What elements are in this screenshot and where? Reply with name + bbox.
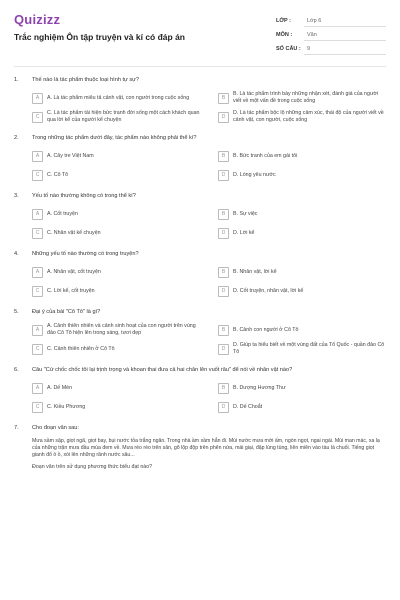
meta-value: Văn <box>304 30 386 41</box>
answer-option[interactable] <box>218 206 386 222</box>
meta-row-subject <box>276 28 386 42</box>
option-text: D. Dế Choắt <box>233 403 263 410</box>
option-letter: A <box>32 93 43 104</box>
question-text: Thế nào là tác phẩm thuộc loại hình tự sự? <box>32 77 139 83</box>
answer-option[interactable] <box>32 206 200 222</box>
option-letter: A <box>32 383 43 394</box>
meta-value: 9 <box>304 44 386 55</box>
answer-option[interactable] <box>32 225 200 241</box>
option-text: A. Cốt truyện <box>47 210 78 217</box>
question-header <box>14 366 386 374</box>
option-letter: D <box>218 286 229 297</box>
option-letter: D <box>218 112 229 123</box>
option-text: C. Kiều Phương <box>47 403 86 410</box>
meta-box <box>276 14 386 56</box>
meta-row-count <box>276 42 386 56</box>
answer-option[interactable] <box>32 380 200 396</box>
option-text: A. Là tác phẩm miêu tả cảnh vật, con người trong cuộc sống <box>47 94 190 101</box>
question-number: 3. <box>14 193 19 199</box>
answer-option[interactable] <box>218 148 386 164</box>
question-number: 6. <box>14 367 19 373</box>
question-6 <box>14 366 386 415</box>
option-letter: A <box>32 267 43 278</box>
answer-option[interactable] <box>32 264 200 280</box>
passage-text: Mưa sầm sập, giọt ngã, giọt bay, bụi nước tỏa trắng ngăn. Trong nhà ầm xầm hẳn đi. Mùi nước mưa mới ấm, ngòn ngọt, ngai ngái. Mùi man mác, xa lạ của những trận mưa đầu mùa đem về. Mưa rèo rèo trên sân, gõ lộp độp trên phên nứa, mái giại, đập lùng tùng, liên miên vào tàu lá chuối. Tiếng giọt gianh đổ ồ ồ, xói lên những rãnh nước sâu... <box>32 438 380 459</box>
option-text: D. Lời kể <box>233 229 255 236</box>
meta-label: LỚP : <box>276 18 291 24</box>
question-header <box>14 134 386 142</box>
header-divider <box>14 66 386 67</box>
answer-option[interactable] <box>32 167 200 183</box>
question-number: 1. <box>14 77 19 83</box>
question-7 <box>14 424 386 470</box>
meta-value: Lớp 6 <box>304 16 386 27</box>
answer-option[interactable] <box>218 264 386 280</box>
question-header <box>14 424 386 432</box>
option-letter: B <box>218 267 229 278</box>
option-text: B. Bức tranh của em gái tôi <box>233 152 298 159</box>
option-text: A. Cây tre Việt Nam <box>47 152 94 159</box>
option-letter: B <box>218 151 229 162</box>
option-text: B. Sự việc <box>233 210 258 217</box>
option-letter: C <box>32 170 43 181</box>
question-number: 5. <box>14 309 19 315</box>
answer-option[interactable] <box>32 90 200 106</box>
multiple-choice-questions <box>14 76 386 415</box>
question-text: Câu "Cứ chốc chốc tôi lại trịnh trọng và khoan thai đưa cả hai chân lên vuốt râu" để nói về nhân vật nào? <box>32 367 293 373</box>
answer-options <box>32 206 386 241</box>
answer-option[interactable] <box>218 109 386 125</box>
option-text: A. Cảnh thiên nhiên và cảnh sinh hoạt của con người trên vùng đảo Cô Tô hiện lên trong sáng, tươi đẹp <box>47 323 196 336</box>
option-text: A. Nhân vật, cốt truyện <box>47 268 101 275</box>
option-letter: B <box>218 209 229 220</box>
answer-options <box>32 148 386 183</box>
question-header <box>14 76 386 84</box>
question-text: Yếu tố nào thường không có trong thể kí? <box>32 193 136 199</box>
answer-option[interactable] <box>32 399 200 415</box>
answer-options <box>32 322 386 357</box>
option-text: D. Lòng yêu nước <box>233 171 276 178</box>
option-text: D. Là tác phẩm bộc lộ những cảm xúc, thái độ của người viết về cảnh vật, con người, cuộc sống <box>233 110 384 123</box>
question-list <box>14 76 386 479</box>
option-letter: C <box>32 402 43 413</box>
question-text: Những yếu tố nào thường có trong truyện? <box>32 251 139 257</box>
meta-row-class <box>276 14 386 28</box>
question-header <box>14 250 386 258</box>
option-text: B. Dượng Hương Thư <box>233 384 286 391</box>
answer-options <box>32 380 386 415</box>
option-text: C. Cô Tô <box>47 171 69 178</box>
question-number: 4. <box>14 251 19 257</box>
reading-passage <box>32 438 386 460</box>
option-text: C. Là tác phẩm tái hiện bức tranh đời sống một cách khách quan qua lời kể của người kể chuyện <box>47 110 200 123</box>
answer-option[interactable] <box>32 322 200 338</box>
worksheet-header <box>14 12 386 60</box>
option-text: C. Cảnh thiên nhiên ở Cô Tô <box>47 345 115 352</box>
answer-options <box>32 90 386 125</box>
option-letter: A <box>32 209 43 220</box>
option-letter: C <box>32 344 43 355</box>
answer-option[interactable] <box>218 283 386 299</box>
option-letter: A <box>32 325 43 336</box>
question-5 <box>14 308 386 357</box>
question-3 <box>14 192 386 241</box>
option-letter: C <box>32 228 43 239</box>
answer-option[interactable] <box>32 109 200 125</box>
option-letter: B <box>218 93 229 104</box>
answer-option[interactable] <box>218 90 386 106</box>
meta-label: SỐ CÂU : <box>276 46 301 52</box>
answer-option[interactable] <box>218 225 386 241</box>
answer-option[interactable] <box>32 341 200 357</box>
question-text: Đại ý của bài "Cô Tô" là gì? <box>32 309 101 315</box>
option-letter: D <box>218 170 229 181</box>
option-text: B. Cảnh con người ở Cô Tô <box>233 326 299 333</box>
option-text: A. Dế Mèn <box>47 384 73 391</box>
answer-option[interactable] <box>218 167 386 183</box>
option-text: C. Lời kể, cốt truyện <box>47 287 95 294</box>
question-header <box>14 308 386 316</box>
answer-options <box>32 264 386 299</box>
option-letter: A <box>32 151 43 162</box>
option-letter: C <box>32 286 43 297</box>
question-header <box>14 192 386 200</box>
option-letter: B <box>218 383 229 394</box>
answer-option[interactable] <box>32 148 200 164</box>
sub-question: Đoạn văn trên sử dụng phương thức biểu đạt nào? <box>32 463 153 470</box>
question-number: 2. <box>14 135 19 141</box>
option-text: D. Giúp ta hiểu biết về một vùng đất của Tổ Quốc - quần đảo Cô Tô <box>233 342 385 355</box>
brand-logo: Quizizz <box>14 12 61 27</box>
answer-option[interactable] <box>218 380 386 396</box>
answer-option[interactable] <box>218 322 386 338</box>
question-2 <box>14 134 386 183</box>
question-4 <box>14 250 386 299</box>
option-text: C. Nhân vật kể chuyện <box>47 229 101 236</box>
answer-option[interactable] <box>218 341 386 357</box>
option-letter: D <box>218 344 229 355</box>
option-text: B. Nhân vật, lời kể <box>233 268 277 275</box>
meta-label: MÔN : <box>276 32 293 38</box>
question-1 <box>14 76 386 125</box>
option-letter: B <box>218 325 229 336</box>
answer-option[interactable] <box>218 399 386 415</box>
question-text: Trong những tác phẩm dưới đây, tác phẩm nào không phải thể kí? <box>32 135 197 141</box>
page-title: Trắc nghiệm Ôn tập truyện và kí có đáp án <box>14 32 185 42</box>
option-letter: D <box>218 228 229 239</box>
option-text: B. Là tác phẩm trình bày những nhận xét, đánh giá của người viết về một vấn đề trong cuộc sống <box>233 91 379 104</box>
answer-option[interactable] <box>32 283 200 299</box>
option-text: D. Cốt truyện, nhân vật, lời kể <box>233 287 304 294</box>
question-number: 7. <box>14 425 19 431</box>
question-text: Cho đoạn văn sau: <box>32 425 79 431</box>
option-letter: D <box>218 402 229 413</box>
option-letter: C <box>32 112 43 123</box>
